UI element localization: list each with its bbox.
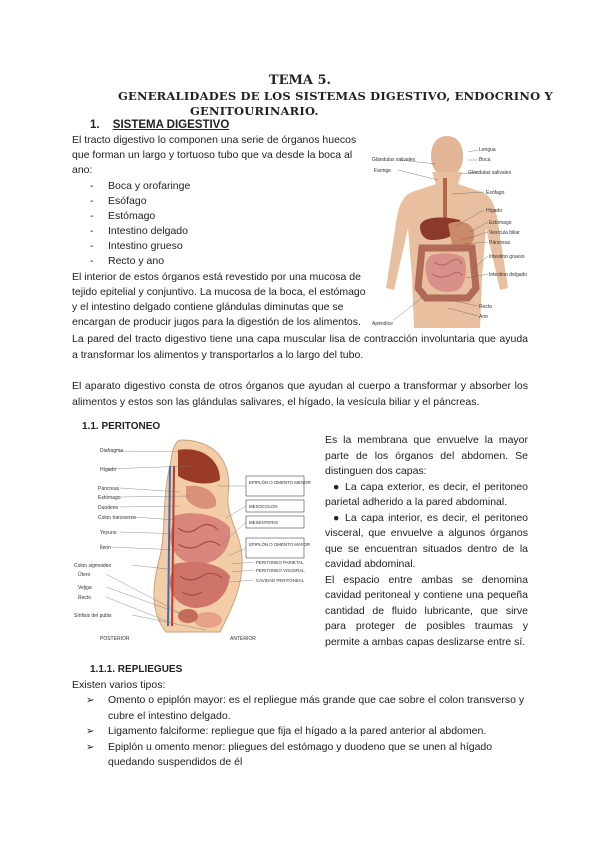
list-item: ➢ Omento o epiplón mayor: es el repliegue más grande que cae sobre el colon transverso y cubre el intestino delgado.: [86, 694, 525, 722]
fig1-label: Boca: [479, 157, 491, 163]
fig2-label: PERITONEO VISCERAL: [256, 568, 305, 573]
list-item: - Boca y orofaringe: [88, 179, 288, 194]
fig1-label: Faringe: [374, 168, 391, 174]
fig1-label: Esófago: [486, 190, 505, 196]
organ-list: [88, 179, 288, 269]
fig2-label: Útero: [78, 572, 91, 578]
fig1-label: Recto: [479, 304, 493, 310]
paragraph-muscle: La pared del tracto digestivo tiene una capa muscular lisa de contracción involuntaria que ayuda a transformar los alimentos y transportarlos a lo largo del tubo.: [72, 333, 528, 361]
section-1-title: SISTEMA DIGESTIVO: [112, 119, 230, 131]
list-item: - Estómago: [88, 209, 288, 224]
arrow-icon: ➢: [86, 695, 95, 706]
fig2-box-label: EPIPLÓN O OMENTO MENOR: [249, 480, 311, 485]
fig2-label: CAVIDAD PERITONEAL: [256, 578, 305, 583]
fig2-label: PERITONEO PARIETAL: [256, 560, 304, 565]
doc-subtitle-line2: GENITOURINARIO.: [190, 104, 319, 118]
fig2-label: ANTERIOR: [230, 636, 256, 642]
peritoneo-layers-list: [325, 480, 528, 573]
fig1-label: Vesícula biliar: [489, 230, 520, 236]
peritoneo-paragraph-2: El espacio entre ambas se denomina cavidad peritoneal y contiene una pequeña cantidad de fluido lubricante, que sirve para proteger de posibles traumas y permite a ambas capas deslizarse entre sí.: [325, 573, 528, 648]
fig1-label: Páncreas: [489, 240, 511, 246]
list-item: - Recto y ano: [88, 254, 288, 269]
repliegues-list: [86, 693, 530, 771]
paragraph-mucosa: [72, 270, 367, 330]
peritoneo-text: [325, 433, 528, 650]
para-line: El interior de estos órganos está revestido por una mucosa de: [72, 271, 361, 283]
fig2-label: Estómago: [98, 495, 121, 501]
fig2-box-label: EPIPLÓN O OMENTO MAYOR: [249, 542, 311, 547]
list-item: - Esófago: [88, 194, 288, 209]
fig2-label: Recto: [78, 595, 92, 601]
fig2-label: Diafragma: [100, 448, 124, 454]
list-item: - Intestino delgado: [88, 224, 288, 239]
fig1-label: Estómago: [489, 220, 512, 226]
intro-line: que forman un largo y tortuoso tubo que va desde la boca al: [72, 149, 353, 161]
fig2-label: Íleon: [100, 545, 111, 551]
list-item: ➢ Epiplón u omento menor: pliegues del estómago y duodeno que se unen al hígado quedando suspendidos de él: [86, 740, 493, 768]
intro-line: El tracto digestivo lo componen una serie de órganos huecos: [72, 134, 357, 146]
fig1-label: Glándulas salivales: [468, 170, 512, 176]
fig2-label: Sínfisis del pubis: [74, 613, 112, 619]
fig1-label: Intestino grueso: [489, 254, 525, 260]
fig2-label: Vejiga: [78, 585, 92, 591]
fig2-label: Páncreas: [98, 486, 120, 492]
fig2-box-label: MESENTERIO: [249, 520, 279, 525]
arrow-icon: ➢: [86, 726, 95, 737]
list-item: ● La capa interior, es decir, el peritoneo visceral, que envuelve a algunos órganos que se encuentran situados dentro de la cavidad abdominal.: [325, 511, 528, 570]
repliegues-intro: Existen varios tipos:: [72, 679, 166, 691]
fig1-label: Apéndice: [372, 321, 393, 327]
list-item: ● La capa exterior, es decir, el peritoneo parietal adherido a la pared abdominal.: [325, 480, 528, 508]
fig2-label: Hígado: [100, 467, 117, 473]
para-line: tejido epitelial y conjuntivo. La mucosa de la boca, el estómago: [72, 286, 366, 298]
list-item: - Intestino grueso: [88, 239, 288, 254]
fig2-label: Colon sigmoideo: [74, 563, 112, 569]
fig2-box-label: MESOCOLON: [249, 504, 278, 509]
paragraph-organs: El aparato digestivo consta de otros órganos que ayudan al cuerpo a transformar y absorber los alimentos y estos son las glándulas salivares, el hígado, la vesícula biliar y el páncreas.: [72, 380, 528, 408]
peritoneum-figure: [70, 436, 320, 646]
fig1-label: Glándulas salivales: [372, 157, 416, 163]
fig1-label: Intestino delgado: [489, 272, 528, 278]
doc-subtitle-line1: GENERALIDADES DE LOS SISTEMAS DIGESTIVO, ENDOCRINO Y: [118, 89, 553, 103]
fig1-label: Hígado: [486, 208, 503, 214]
section-1-1-1-heading: 1.1.1. REPLIEGUES: [90, 664, 183, 675]
section-1-1-heading: 1.1. PERITONEO: [82, 421, 161, 432]
digestive-system-figure: [372, 128, 528, 333]
peritoneo-paragraph-1: Es la membrana que envuelve la mayor parte de los órganos del abdomen. Se distinguen dos capas:: [325, 434, 528, 477]
intro-line: ano:: [72, 164, 93, 176]
para-line: y el intestino delgado contiene glándulas diminutas que se: [72, 301, 344, 313]
arrow-icon: ➢: [86, 741, 95, 753]
fig2-label: Colon transverso: [98, 515, 136, 521]
fig2-label: Yeyuno: [100, 530, 117, 536]
fig2-label: Duodeno: [98, 505, 119, 511]
intro-paragraph: [72, 133, 367, 178]
fig1-label: Ano: [479, 314, 488, 320]
section-1-heading: [90, 119, 229, 131]
doc-title: TEMA 5.: [268, 73, 332, 88]
section-1-number: 1.: [90, 119, 100, 131]
list-item: ➢ Ligamento falciforme: repliegue que fija el hígado a la pared anterior al abdomen.: [86, 724, 530, 740]
fig2-label: POSTERIOR: [100, 636, 130, 642]
para-line: encargan de producir jugos para la digestión de los alimentos.: [72, 316, 361, 328]
fig1-label: Lengua: [479, 147, 496, 153]
